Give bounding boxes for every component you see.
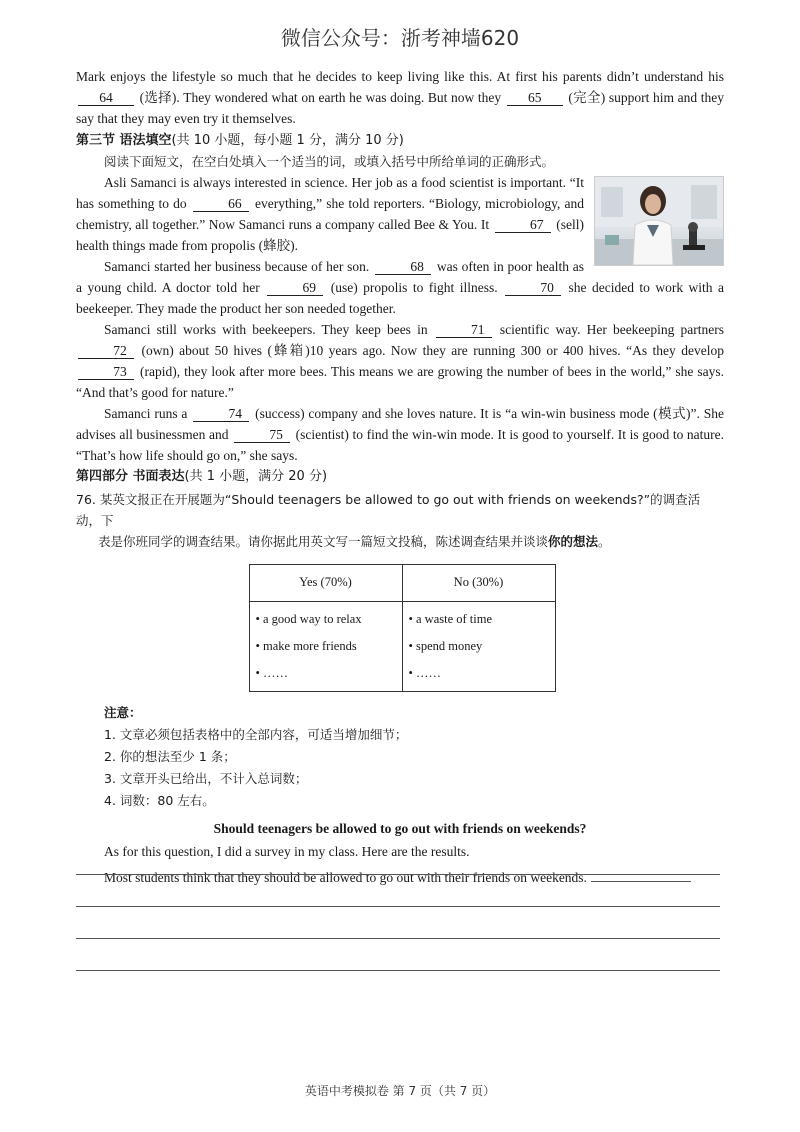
blank-70[interactable]: 70	[505, 280, 561, 296]
text: Samanci runs a	[104, 406, 188, 421]
note-item: 3. 文章开头已给出，不计入总词数；	[104, 771, 308, 786]
section4-title	[76, 466, 724, 487]
emphasis-text: 你的想法	[548, 534, 599, 549]
text: (rapid), they look after more bees. This means we are growing the number of bees in the world,” she says. “And that’s good for nature.”	[76, 364, 725, 400]
blank-74[interactable]: 74	[193, 406, 249, 422]
paragraph-4	[76, 403, 724, 466]
list-item: • ……	[408, 666, 442, 680]
answer-blank[interactable]	[591, 881, 691, 882]
list-item: • ……	[255, 666, 289, 680]
notes-block	[76, 702, 724, 812]
list-item: • make more friends	[255, 639, 357, 653]
list-item: • spend money	[408, 639, 483, 653]
lab-image	[595, 177, 723, 265]
question-76	[76, 489, 724, 552]
blank-75[interactable]: 75	[234, 427, 290, 443]
section-note: (共 1 小题，满分 20 分)	[184, 469, 328, 484]
note-item: 2. 你的想法至少 1 条；	[104, 749, 236, 764]
exam-content	[76, 66, 724, 891]
answer-line[interactable]	[76, 970, 720, 971]
blank-68[interactable]: 68	[375, 259, 431, 275]
section3-title	[76, 130, 724, 151]
blank-64[interactable]: 64	[78, 90, 134, 106]
text: everything,” she told reporters. “Biology, microbiology, and chemistry, all together.” Now Samanci runs a company called Bee & You. It	[76, 196, 585, 232]
essay-text: Most students think that they should be allowed to go out with their friends on weekends.	[104, 870, 587, 885]
blank-69[interactable]: 69	[267, 280, 323, 296]
paragraph-mark	[76, 66, 724, 129]
answer-line[interactable]	[76, 906, 720, 907]
table-row	[249, 602, 555, 692]
paragraph-3	[76, 319, 724, 403]
text: (完全) support him and they say that they may even try it themselves.	[76, 90, 724, 126]
question-text: 表是你班同学的调查结果。请你据此用英文写一篇短文投稿，陈述调查结果并谈谈	[98, 534, 549, 549]
blank-66[interactable]: 66	[193, 196, 249, 212]
question-text: 。	[598, 534, 611, 549]
page-header: 微信公众号：浙考神墙620	[280, 26, 520, 50]
text: Samanci still works with beekeepers. They keep bees in	[104, 322, 428, 337]
list-item: • a good way to relax	[255, 612, 362, 626]
question-text: 某英文报正在开展题为“Should teenagers be allowed to go out with friends on weekends?”的调查活动，下	[76, 492, 701, 528]
text: Samanci started her business because of her son.	[104, 259, 370, 274]
essay-line: As for this question, I did a survey in my class. Here are the results.	[104, 844, 470, 859]
blank-73[interactable]: 73	[78, 364, 134, 380]
note-item: 4. 词数：80 左右。	[104, 793, 215, 808]
notes-title: 注意：	[104, 705, 142, 720]
blank-67[interactable]: 67	[495, 217, 551, 233]
text: (success) company and she loves nature. It is “a win-win business mode (模式)”. She advises all businessmen and	[76, 406, 725, 442]
blank-72[interactable]: 72	[78, 343, 134, 359]
list-item: • a waste of time	[408, 612, 493, 626]
section-title: 第三节 语法填空	[76, 133, 172, 148]
text: (scientist) to find the win-win mode. It is good to yourself. It is good to nature. “That’s how life should go on,” she says.	[76, 427, 725, 463]
blank-65[interactable]: 65	[507, 90, 563, 106]
text: (own) about 50 hives (蜂箱)10 years ago. Now they are running 300 or 400 hives. “As they develop	[141, 343, 724, 358]
yes-cell	[249, 602, 402, 692]
essay-line	[76, 865, 724, 891]
note-item: 1. 文章必须包括表格中的全部内容，可适当增加细节；	[104, 727, 408, 742]
text: Asli Samanci is always interested in science. Her job as a food scientist is important. “It has something to do	[76, 175, 584, 211]
question-number: 76.	[76, 492, 96, 507]
blank-71[interactable]: 71	[436, 322, 492, 338]
table-header-row	[249, 565, 555, 602]
text: (sell) health things made from propolis (蜂胶).	[76, 217, 585, 253]
column-header-no: No (30%)	[402, 565, 555, 602]
section-title: 第四部分 书面表达	[76, 469, 185, 484]
answer-line[interactable]	[76, 874, 720, 875]
page-footer: 英语中考模拟卷 第 7 页（共 7 页）	[304, 1084, 496, 1098]
essay-block	[76, 818, 724, 891]
answer-line[interactable]	[76, 938, 720, 939]
text: (选择). They wondered what on earth he was doing. But now they	[139, 90, 502, 105]
scientist-photo	[594, 176, 724, 266]
text: was often in poor health as a young child. A doctor told her	[76, 259, 585, 295]
section3-instruction: 阅读下面短文，在空白处填入一个适当的词，或填入括号中所给单词的正确形式。	[104, 154, 555, 169]
text: Mark enjoys the lifestyle so much that he decides to keep living like this. At first his parents didn’t understand his	[76, 69, 724, 84]
column-header-yes: Yes (70%)	[249, 565, 402, 602]
text: scientific way. Her beekeeping partners	[499, 322, 725, 337]
section-note: (共 10 小题，每小题 1 分，满分 10 分)	[171, 133, 404, 148]
no-cell	[402, 602, 555, 692]
text: (use) propolis to fight illness.	[330, 280, 498, 295]
survey-table	[249, 564, 556, 692]
essay-title: Should teenagers be allowed to go out with friends on weekends?	[213, 821, 587, 836]
text: she decided to work with a beekeeper. They made the product her son needed together.	[76, 280, 724, 316]
